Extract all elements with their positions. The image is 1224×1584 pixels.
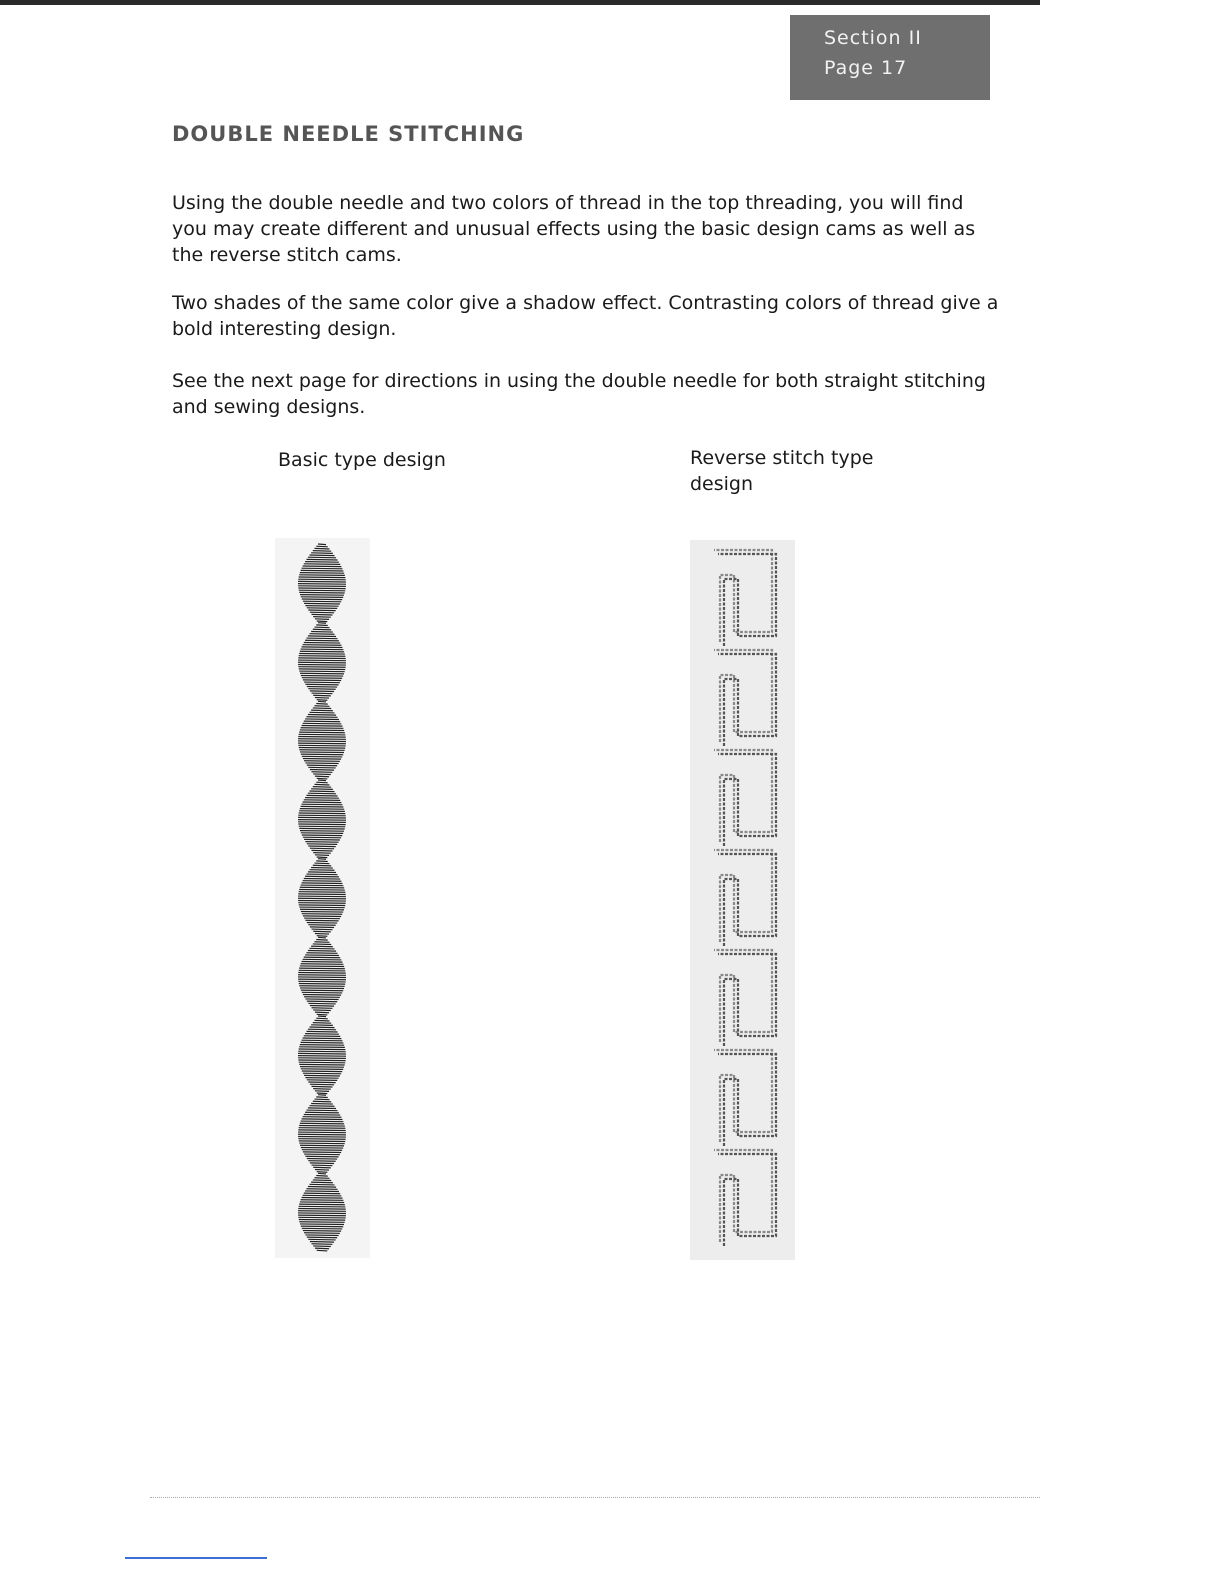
blue-underline xyxy=(125,1557,267,1559)
key-hook-motif xyxy=(714,950,776,1046)
reverse-design-stitches xyxy=(690,540,795,1260)
basic-design-swatch xyxy=(275,538,370,1258)
page-label: Page 17 xyxy=(824,57,908,79)
top-rule xyxy=(0,0,1040,5)
satin-oval-motif xyxy=(298,1016,346,1094)
paragraph-intro: Using the double needle and two colors of thread in the top threading, you will find you may create different and unusual effects using the basic design cams as well as the reverse stitch cams. xyxy=(172,192,976,266)
satin-oval-motif xyxy=(298,623,346,701)
satin-oval-motif xyxy=(298,701,346,779)
paragraph-next-page: See the next page for directions in using the double needle for both straight stitching and sewing designs. xyxy=(172,370,986,418)
page-margin xyxy=(1040,0,1224,1584)
satin-oval-motif xyxy=(298,937,346,1015)
reverse-design-swatch xyxy=(690,540,795,1260)
satin-oval-motif xyxy=(298,1173,346,1251)
paragraph-shades: Two shades of the same color give a shadow effect. Contrasting colors of thread give a bold interesting design. xyxy=(172,292,999,340)
satin-oval-motif xyxy=(298,780,346,858)
basic-design-caption: Basic type design xyxy=(278,449,446,471)
key-hook-motif xyxy=(714,750,776,846)
key-hook-motif xyxy=(714,1150,776,1246)
satin-oval-motif xyxy=(298,859,346,937)
basic-design-stitches xyxy=(275,538,370,1258)
key-hook-motif xyxy=(714,550,776,646)
page-title: DOUBLE NEEDLE STITCHING xyxy=(172,122,525,146)
key-hook-motif xyxy=(714,1050,776,1146)
section-page-badge xyxy=(790,15,990,100)
satin-oval-motif xyxy=(298,1095,346,1173)
bottom-rule xyxy=(150,1497,1040,1498)
key-hook-motif xyxy=(714,650,776,746)
section-label: Section II xyxy=(824,27,922,49)
key-hook-motif xyxy=(714,850,776,946)
reverse-design-caption: Reverse stitch type design xyxy=(690,447,874,495)
satin-oval-motif xyxy=(298,544,346,622)
